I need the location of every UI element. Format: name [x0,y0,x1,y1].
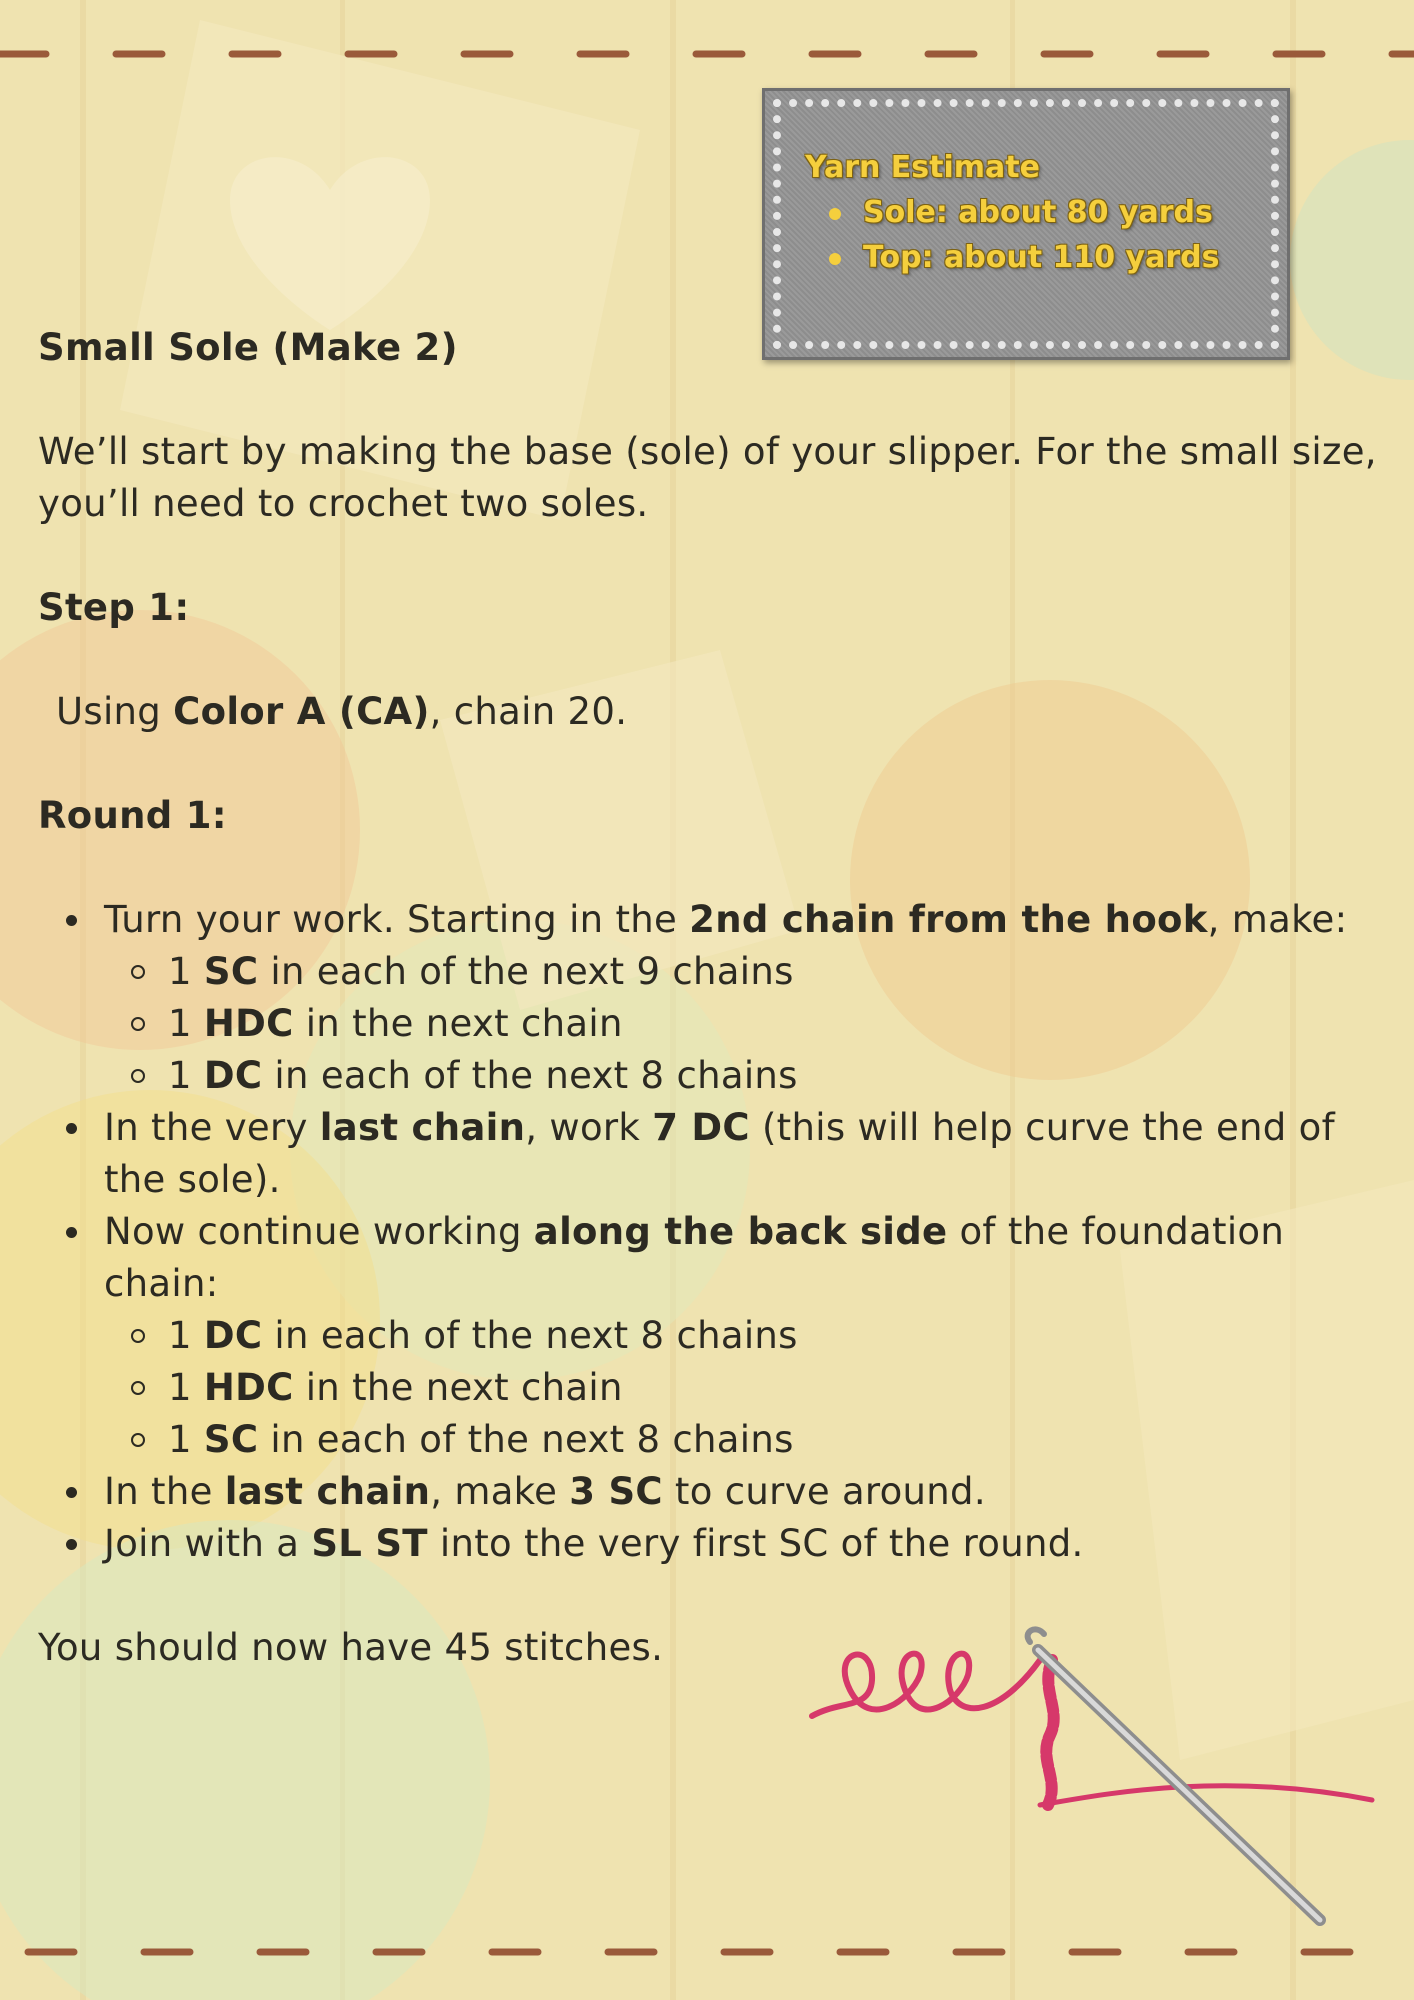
sub-instruction-item: 1 HDC in the next chain [104,998,1378,1050]
crochet-hook-icon [800,1620,1400,1940]
instruction-item: Turn your work. Starting in the 2nd chain from the hook, make: 1 SC in each of the next 9 chains 1 HDC in the next chain 1 DC in each of the next 8 chains [38,894,1378,1102]
instruction-item: In the last chain, make 3 SC to curve around. [38,1466,1378,1518]
closing-note: You should now have 45 stitches. [38,1626,664,1669]
round-instructions [38,894,1378,1570]
sub-instruction-item: 1 SC in each of the next 8 chains [104,1414,1378,1466]
stitch-border-bottom [0,1948,1414,1956]
sub-instructions [104,946,1378,1102]
yarn-estimate-list [805,190,1219,280]
instruction-item: Join with a SL ST into the very first SC of the round. [38,1518,1378,1570]
section-title: Small Sole (Make 2) [38,326,458,369]
step-heading: Step 1: [38,586,190,629]
instruction-item: Now continue working along the back side of the foundation chain: 1 DC in each of the next 8 chains 1 HDC in the next chain 1 SC in each of the next 8 chains [38,1206,1378,1466]
yarn-estimate-card [762,88,1290,360]
yarn-estimate-title: Yarn Estimate [805,150,1040,185]
yarn-estimate-item: Top: about 110 yards [827,235,1219,280]
instruction-item: In the very last chain, work 7 DC (this will help curve the end of the sole). [38,1102,1378,1206]
sub-instructions [104,1310,1378,1466]
yarn-estimate-item: Sole: about 80 yards [827,190,1219,235]
stitch-border-top [0,50,1414,58]
sub-instruction-item: 1 DC in each of the next 8 chains [104,1310,1378,1362]
round-heading: Round 1: [38,794,227,837]
sub-instruction-item: 1 HDC in the next chain [104,1362,1378,1414]
sub-instruction-item: 1 DC in each of the next 8 chains [104,1050,1378,1102]
pattern-content [38,322,1378,1674]
sub-instruction-item: 1 SC in each of the next 9 chains [104,946,1378,998]
intro-paragraph: We’ll start by making the base (sole) of your slipper. For the small size, you’ll need to crochet two soles. [38,430,1377,525]
step-instruction: Using Color A (CA), chain 20. [56,690,628,733]
